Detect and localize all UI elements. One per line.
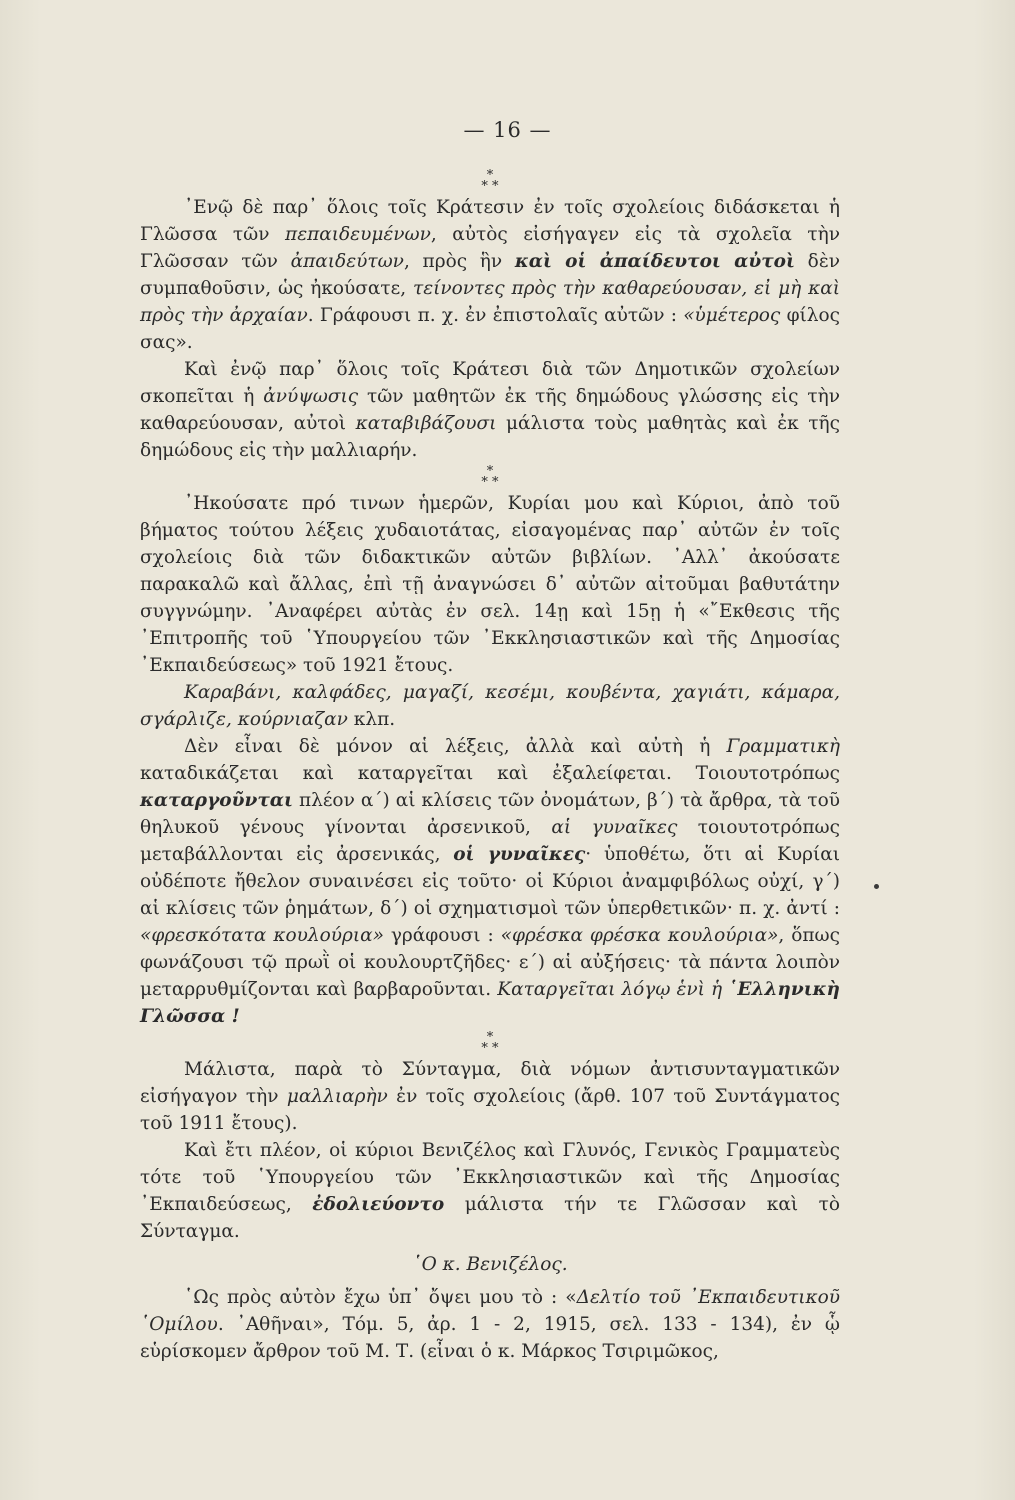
text-run: κλπ.: [347, 709, 396, 730]
text-run: Καὶ ἐνῷ παρ᾿ ὅλοις τοῖς Κράτεσι διὰ τῶν Δημοτικῶν σχολείων σκοπεῖται ἡ: [140, 359, 840, 407]
paragraph: [140, 356, 840, 464]
paragraph: [140, 194, 840, 356]
text-run: τῶν μαθητῶν ἐκ τῆς δημώδους γλώσσης εἰς τὴν καθαρεύουσαν, αὐτοὶ: [140, 386, 840, 434]
text-run: , ὅπως φωνάζουσι τῷ πρωῒ οἱ κουλουρτζῆδες· ε΄) αἱ αὐξήσεις· τὰ πάντα λοιπὸν μεταρρυθμίζονται καὶ βαρβαροῦνται.: [140, 925, 840, 1000]
text-run: μάλιστα τοὺς μαθητὰς καὶ ἐκ τῆς δημώδους εἰς τὴν μαλλιαρήν.: [140, 413, 840, 461]
text-run: «φρεσκότατα κουλούρια»: [140, 925, 384, 946]
text-run: καταδικάζεται καὶ καταργεῖται καὶ ἐξαλείφεται. Τοιουτοτρόπως: [140, 763, 840, 784]
text-run: πεπαιδευμένων: [285, 224, 431, 245]
text-run: αἱ γυναῖκες: [551, 817, 678, 838]
text-run: . ᾿Αθῆναι», Τόμ. 5, ἀρ. 1 - 2, 1915, σελ. 133 - 134), ἐν ᾧ εὑρίσκομεν ἄρθρον τοῦ Μ. Τ. (εἶναι ὁ κ. Μάρκος Τσιριμῶκος,: [140, 1314, 840, 1362]
text-run: πλέον α΄) αἱ κλίσεις τῶν ὀνομάτων, β΄) τὰ ἄρθρα, τὰ τοῦ θηλυκοῦ γένους γίνονται ἀρσενικοῦ,: [140, 790, 840, 838]
text-run: καὶ οἱ ἀπαίδευτοι αὐτοὶ: [514, 251, 795, 272]
section-separator: * * *: [481, 464, 499, 490]
text-run: μαλλιαρὴν: [286, 1086, 388, 1107]
text-run: φίλος σας».: [140, 305, 841, 353]
text-run: τείνοντες πρὸς τὴν καθαρεύουσαν, εἰ μὴ καὶ πρὸς τὴν ἀρχαίαν: [140, 278, 840, 326]
text-run: ᾿Ενῷ δὲ παρ᾿ ὅλοις τοῖς Κράτεσιν ἐν τοῖς σχολείοις διδάσκεται ἡ Γλῶσσα τῶν: [140, 197, 840, 245]
text-run: ἐδολιεύοντο: [312, 1194, 445, 1215]
text-run: τοιουτοτρόπως μεταβάλλονται εἰς ἀρσενικάς,: [140, 817, 840, 865]
text-run: καταργοῦνται: [140, 790, 293, 811]
margin-dot: [874, 884, 879, 889]
text-run: , πρὸς ἣν: [403, 251, 515, 272]
text-run: καταβιβάζουσι: [355, 413, 497, 434]
text-run: ἀπαιδεύτων: [290, 251, 404, 272]
text-run: Καραβάνι, καλφάδες, μαγαζί, κεσέμι, κουβέντα, χαγιάτι, κάμαρα, σγάρλιζε, κούρνιαζαν: [140, 682, 840, 730]
text-run: οἱ γυναῖκες: [453, 844, 586, 865]
paragraph: [140, 490, 840, 679]
paragraph: [140, 733, 840, 1030]
text-run: . Γράφουσι π. χ. ἐν ἐπιστολαῖς αὐτῶν :: [307, 305, 684, 326]
text-run: , αὐτὸς εἰσήγαγεν εἰς τὰ σχολεῖα τὴν Γλῶσσαν τῶν: [140, 224, 840, 272]
body-text: [140, 170, 840, 1365]
text-run: Καὶ ἔτι πλέον, οἱ κύριοι Βενιζέλος καὶ Γλυνός, Γενικὸς Γραμματεὺς τότε τοῦ ῾Υπουργείου τῶν ᾿Εκκλησιαστικῶν καὶ τῆς Δημοσίας ᾿Εκπαιδεύσεως,: [140, 1140, 840, 1215]
text-run: Μάλιστα, παρὰ τὸ Σύνταγμα, διὰ νόμων ἀντισυνταγματικῶν εἰσήγαγον τὴν: [140, 1059, 840, 1107]
text-run: ᾿Ηκούσατε πρό τινων ἡμερῶν, Κυρίαι μου καὶ Κύριοι, ἀπὸ τοῦ βήματος τούτου λέξεις χυδαιοτάτας, εἰσαγομένας παρ᾿ αὐτῶν ἐν τοῖς σχολείοις διὰ τῶν διδακτικῶν αὐτῶν βιβλίων. ᾿Αλλ᾿ ἀκούσατε παρακαλῶ καὶ ἄλλας, ἐπὶ τῇ ἀναγνώσει δ᾿ αὐτῶν αἰτοῦμαι βαθυτάτην συγγνώμην. ᾿Αναφέρει αὐτὰς ἐν σελ. 14ῃ καὶ 15ῃ ἡ «῎Εκθεσις τῆς ᾿Επιτροπῆς τοῦ ῾Υπουργείου τῶν ᾿Εκκλησιαστικῶν καὶ τῆς Δημοσίας ᾿Εκπαιδεύσεως» τοῦ 1921 ἔτους.: [140, 493, 840, 676]
text-run: μάλιστα τήν τε Γλῶσσαν καὶ τὸ Σύνταγμα.: [140, 1194, 840, 1242]
paragraph: [140, 1056, 840, 1137]
section-heading: ῾Ο κ. Βενιζέλος.: [412, 1254, 568, 1275]
section-separator: * * *: [481, 1030, 499, 1056]
text-run: Δελτίο τοῦ ᾿Εκπαιδευτικοῦ ῾Ομίλου: [140, 1287, 840, 1335]
text-run: Γραμματικὴ: [726, 736, 840, 757]
paragraph: [140, 679, 840, 733]
text-run: Δὲν εἶναι δὲ μόνον αἱ λέξεις, ἀλλὰ καὶ αὐτὴ ἡ: [184, 736, 727, 757]
text-run: «ὑμέτερος: [683, 305, 781, 326]
text-run: Καταργεῖται λόγῳ ἑνὶ ἡ: [497, 979, 729, 1000]
text-run: ἀνύψωσις: [263, 386, 359, 407]
paragraph: [140, 1137, 840, 1245]
text-run: · ὑποθέτω, ὅτι αἱ Κυρίαι οὐδέποτε ἤθελον συναινέσει εἰς τοῦτο· οἱ Κύριοι ἀναμφιβόλως οὐχί, γ΄) αἱ κλίσεις τῶν ῥημάτων, δ΄) οἱ σχηματισμοὶ τῶν ὑπερθετικῶν· π. χ. ἀντί :: [140, 844, 841, 919]
section-separator: * * *: [481, 168, 499, 194]
text-run: δὲν συμπαθοῦσιν, ὡς ἠκούσατε,: [140, 251, 840, 299]
text-run: ῾Ελληνικὴ Γλῶσσα !: [140, 979, 840, 1027]
text-run: «φρέσκα φρέσκα κουλούρια»: [500, 925, 779, 946]
text-run: ἐν τοῖς σχολείοις (ἄρθ. 107 τοῦ Συντάγματος τοῦ 1911 ἔτους).: [140, 1086, 840, 1134]
text-run: ῾Ως πρὸς αὐτὸν ἔχω ὑπ᾿ ὄψει μου τὸ : «: [184, 1287, 577, 1308]
page-number: — 16 —: [463, 118, 552, 142]
text-run: γράφουσι :: [383, 925, 501, 946]
paragraph: [140, 1284, 840, 1365]
